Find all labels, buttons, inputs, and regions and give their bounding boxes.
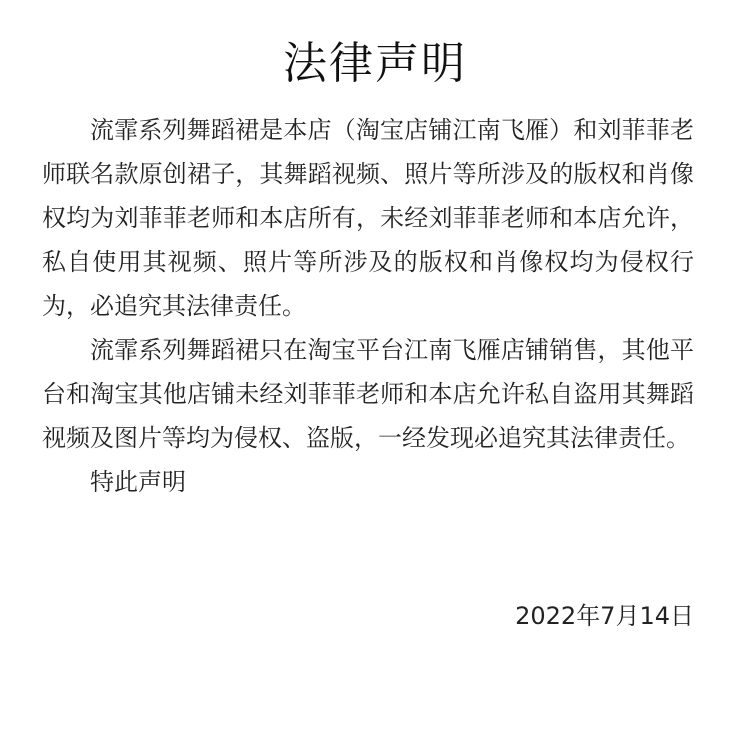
paragraph-copyright: 流霏系列舞蹈裙是本店（淘宝店铺江南飞雁）和刘菲菲老师联名款原创裙子，其舞蹈视频、照片等所涉及的版权和肖像权均为刘菲菲老师和本店所有，未经刘菲菲老师和本店允许，私自使用其视频、照片等所涉及的版权和肖像权均为侵权行为，必追究其法律责任。 <box>42 116 694 320</box>
closing-line: 特此声明 <box>90 468 186 496</box>
page-title: 法律声明 <box>283 38 467 89</box>
paragraph-sales-channel: 流霏系列舞蹈裙只在淘宝平台江南飞雁店铺销售，其他平台和淘宝其他店铺未经刘菲菲老师和本店允许私自盗用其舞蹈视频及图片等均为侵权、盗版，一经发现必追究其法律责任。 <box>42 336 694 452</box>
statement-body <box>42 108 694 504</box>
statement-date: 2022年7月14日 <box>515 602 694 630</box>
